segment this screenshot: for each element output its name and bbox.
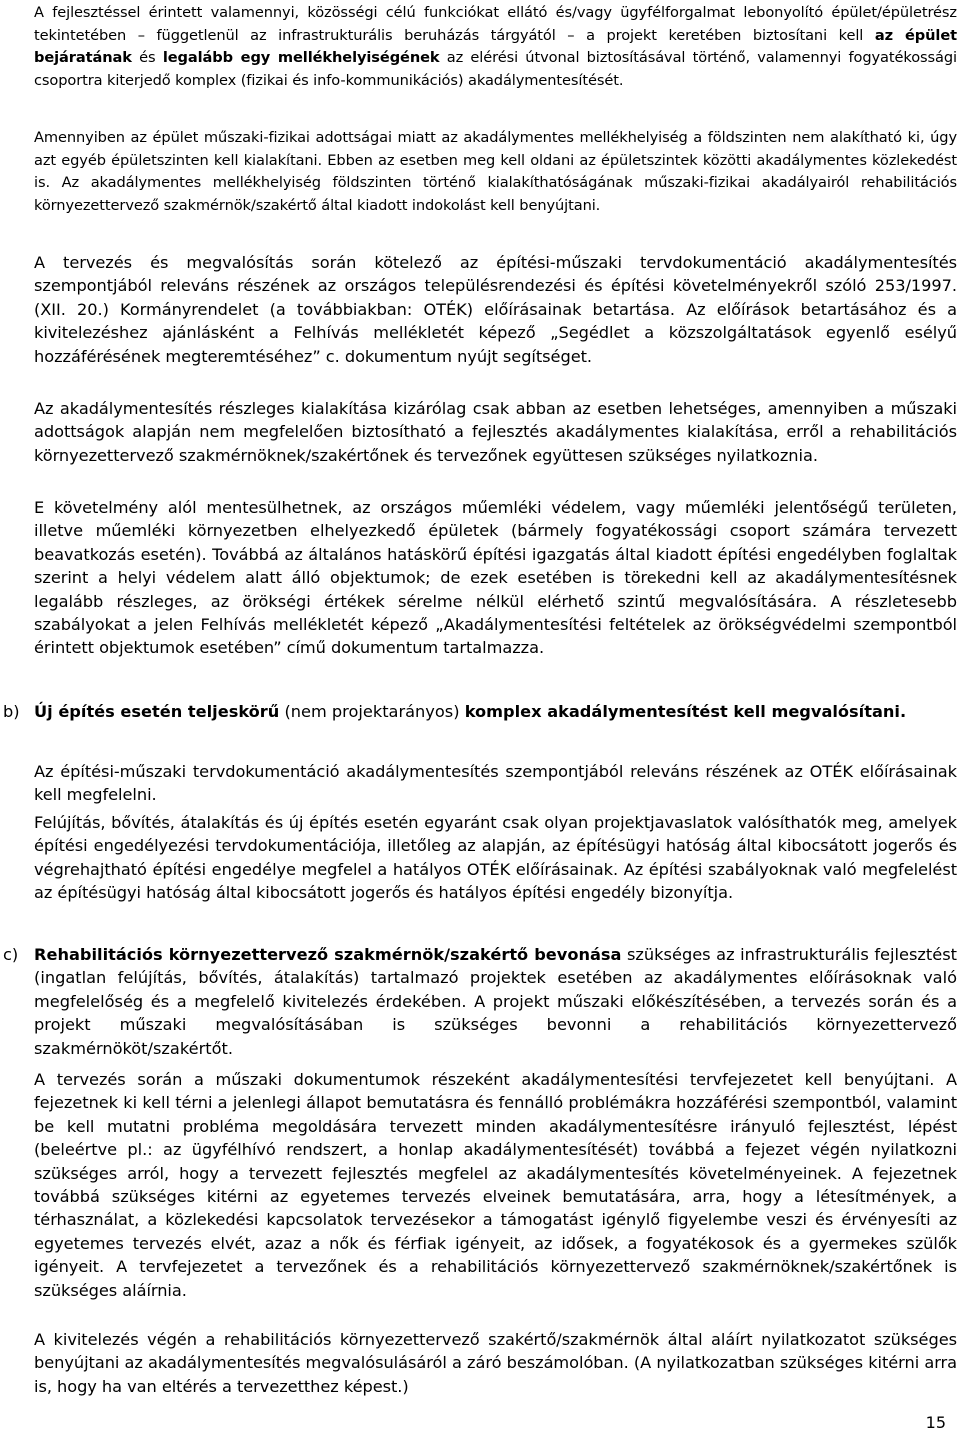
bold-run: komplex akadálymentesítést kell megvalósítani. [464,702,907,721]
page-number: 15 [925,1413,946,1432]
bold-run: Új építés esetén teljeskörű [34,702,280,721]
intro-paragraph-2: Amennyiben az épület műszaki-fizikai adottságai miatt az akadálymentes mellékhelyiség a földszinten nem alakítható ki, úgy azt egyéb épületszinten kell kialakítani. Ebben az esetben meg kell oldani az épületszintek közötti akadálymentes közlekedést is. Az akadálymentes mellékhelyiség földszinten történő kialakíthatóságának műszaki-fizikai akadályairól rehabilitációs környezettervező szakmérnök/szakértő által kiadott indokolást kell benyújtani. [34,129,957,214]
text-run: (nem projektarányos) [279,702,465,721]
list-marker: c) [3,945,19,964]
list-item-c-paragraph-2: A tervezés során a műszaki dokumentumok részeként akadálymentesítési tervfejezetet kell benyújtani. A fejezetnek ki kell térni a jelenlegi állapot bemutatásra és fennálló problémákra hozzáférési szempontból, valamint be kell mutatni probléma megoldására tervezett minden akadálymentesítésre irányuló fejlesztést, lépést (beleértve pl.: az ügyfélhívó rendszert, a honlap akadálymentesítését) továbbá a fejezet végén nyilatkozni szükséges arról, hogy a tervezett fejlesztés megfelel az akadálymentesítés követelményeinek. A fejezetnek továbbá szükséges kitérni az egyetemes tervezés elveinek bemutatására, arra, hogy a létesítmények, a térhasználat, a közlekedési kapcsolatok tervezésekor a támogatást igénylő figyelembe veszi és érvényesíti az egyetemes tervezés elvét, azaz a nők és férfiak igényeit, az idősek, a fogyatékosok és a gyermekes szülők igényeit. A tervfejezetet a tervezőnek és a rehabilitációs környezettervező szakmérnöknek/szakértőnek is szükséges aláírnia. [34,1070,957,1300]
list-item-c-paragraph-3: A kivitelezés végén a rehabilitációs környezettervező szakértő/szakmérnök által aláírt nyilatkozatot szükséges benyújtani az akadálymentesítés megvalósulásáról a záró beszámolóban. (A nyilatkozatban szükséges kitérni arra is, hogy ha van eltérés a tervezetthez képest.) [34,1330,957,1396]
list-item-b [3,700,957,723]
body-paragraph-5: E követelmény alól mentesülhetnek, az országos műemléki védelem, vagy műemléki jelentőségű területen, illetve műemléki környezetben elhelyezkedő épületek (bármely fogyatékossági csoport számára tervezett beavatkozás esetén). Továbbá az általános hatáskörű építési igazgatás által kiadott építési engedélyben foglaltak szerint a helyi védelem alatt álló objektumok; de ezek esetében is törekedni kell az akadálymentesítésnek legalább részleges, az örökségi értékek sérelme nélkül elérhető szintű megvalósítására. A részletesebb szabályokat a jelen Felhívás mellékletét képező „Akadálymentesítési feltételek az örökségvédelmi szempontból érintett objektumok esetében” című dokumentum tartalmazza. [34,498,957,658]
intro-paragraph-1 [34,2,957,92]
text-run: és [131,49,163,66]
list-item-b-title [34,700,957,723]
body-paragraph-4: Az akadálymentesítés részleges kialakítása kizárólag csak abban az esetben lehetséges, amennyiben a műszaki adottságok alapján nem megfelelően biztosítható a fejlesztés akadálymentes kialakítása, erről a rehabilitációs környezettervező szakmérnöknek/szakértőnek és tervezőnek együttesen szükséges nyilatkoznia. [34,399,957,465]
list-item-c-paragraph-1 [34,943,957,1060]
text-run: szükséges az infrastrukturális fejlesztést (ingatlan felújítás, bővítés, átalakítás) tartalmazó projektek esetében az akadálymentes előírásoknak való megfelelőség és a megfelelő kivitelezés érdekében. A projekt műszaki előkészítésében, a tervezés során és a projekt műszaki megvalósításában is szükséges bevonni a rehabilitációs környezettervező szakmérnököt/szakértőt. [34,945,957,1058]
bold-run: Rehabilitációs környezettervező szakmérnök/szakértő bevonása [34,945,622,964]
list-item-b-paragraph-2: Felújítás, bővítés, átalakítás és új építés esetén egyaránt csak olyan projektjavaslatok valósíthatók meg, amelyek építési engedélyezési tervdokumentációja, illetőleg az alapján, az építésügyi hatóság által kibocsátott jogerős és végrehajtható építési engedélye megfelel a hatályos OTÉK előírásainak. Az építési szabályoknak való megfelelést az építésügyi hatóság által kibocsátott jogerős és hatályos építési engedély bizonyítja. [34,813,957,903]
text-run: A fejlesztéssel érintett valamennyi, közösségi célú funkciókat ellátó és/vagy ügyfélforgalmat lebonyolító épület/épületrész tekintetében – függetlenül az infrastrukturális beruházás tárgyától – a projekt keretében biztosítani kell [34,4,957,44]
bold-run: az épület bejáratának [34,26,958,66]
text-run: az elérési útvonal biztosításával történő, valamennyi fogyatékossági csoportra kiterjedő komplex (fizikai és info-kommunikációs) akadálymentesítését. [34,49,957,89]
list-item-c [3,943,957,1060]
list-item-b-paragraph-1: Az építési-műszaki tervdokumentáció akadálymentesítés szempontjából releváns részének az OTÉK előírásainak kell megfelelni. [34,762,957,805]
list-marker: b) [3,702,20,721]
body-paragraph-3: A tervezés és megvalósítás során kötelező az építési-műszaki tervdokumentáció akadálymentesítés szempontjából releváns részének az országos településrendezési és építési követelményekről szóló 253/1997. (XII. 20.) Kormányrendelet (a továbbiakban: OTÉK) előírásainak betartása. Az előírások betartásához és a kivitelezéshez ajánlásként a Felhívás mellékletét képező „Segédlet a közszolgáltatások egyenlő esélyű hozzáférésének megteremtéséhez” c. dokumentum nyújt segítséget. [34,253,957,366]
bold-run: legalább egy mellékhelyiségének [162,49,440,66]
